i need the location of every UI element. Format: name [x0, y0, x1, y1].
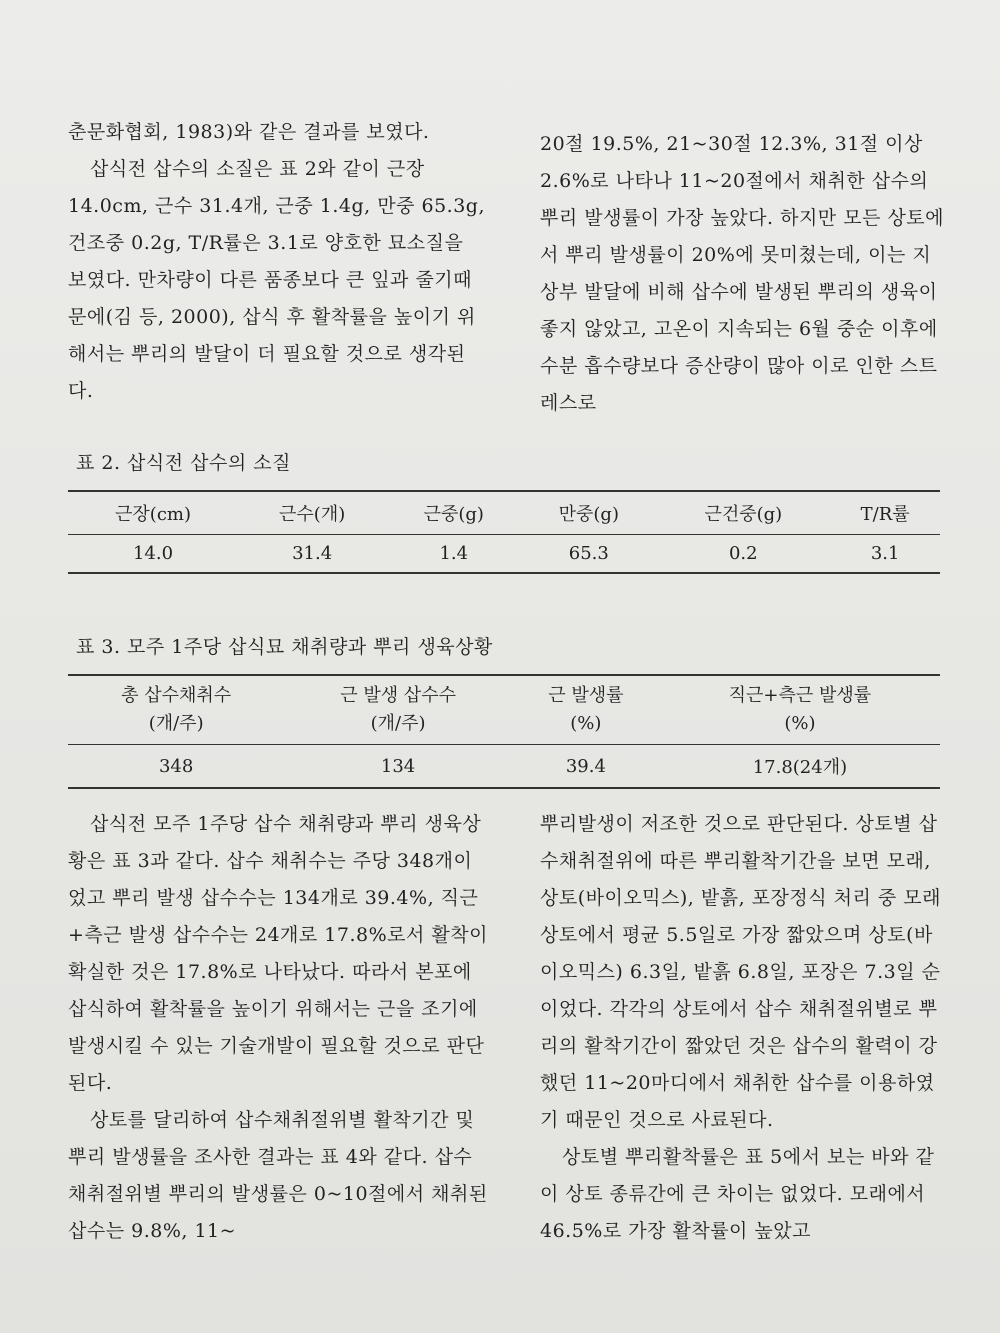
table-cell: 0.2: [728, 543, 758, 564]
paragraph: 춘문화협회, 1983)와 같은 결과를 보였다.: [68, 121, 430, 143]
paragraph: 뿌리발생이 저조한 것으로 판단된다. 상토별 삽수채취절위에 따른 뿌리활착기간을 보면 모래, 상토(바이오믹스), 밭흙, 포장정식 처리 중 모래 상토에서 평균 5.5일로 가장 짧았으며 상토(바이오믹스) 6.3일, 밭흙 6.8일, 포장은 7.3일 순이었다. 각각의 상토에서 삽수 채취절위별로 뿌리의 활착기간이 짧았던 것은 삽수의 활력이 강했던 11~20마디에서 채취한 삽수를 이용하였기 때문인 것으로 사료된다.: [540, 813, 941, 1131]
header-line: 총 삽수채취수: [121, 685, 232, 706]
header-unit: (%): [570, 713, 602, 734]
paragraph: 상토를 달리하여 삽수채취절위별 활착기간 및 뿌리 발생률을 조사한 결과는 표 4와 같다. 삽수 채취절위별 뿌리의 발생률은 0~10절에서 채취된 삽수는 9.8%, 11~: [68, 1109, 488, 1242]
header-unit: (개/주): [148, 713, 204, 734]
table-header-cell: 만중(g): [521, 491, 656, 535]
header-line: 근 발생률: [548, 685, 624, 706]
table-header-cell: 근수(개): [238, 491, 386, 535]
table3: [68, 674, 940, 789]
paragraph: 삽식전 삽수의 소질은 표 2와 같이 근장 14.0cm, 근수 31.4개, 근중 1.4g, 만중 65.3g, 건조중 0.2g, T/R률은 3.1로 양호한 묘소질을 보였다. 만차량이 다른 품종보다 큰 잎과 줄기때문에(김 등, 2000), 삽식 후 활착률을 높이기 위해서는 뿌리의 발달이 더 필요할 것으로 생각된다.: [68, 158, 485, 402]
table-row: [68, 745, 940, 789]
header-unit: (%): [784, 713, 816, 734]
table-cell: 14.0: [132, 543, 174, 564]
column-right-bottom: [540, 806, 948, 1250]
table-cell: 39.4: [565, 755, 606, 777]
column-right-top: [540, 126, 948, 422]
table-header-cell: [284, 675, 512, 745]
header-line: 직근+측근 발생률: [728, 685, 872, 706]
table2: [68, 490, 940, 574]
table-header-cell: T/R률: [830, 491, 940, 535]
table-header-cell: 근중(g): [386, 491, 521, 535]
paragraph: 상토별 뿌리활착률은 표 5에서 보는 바와 같이 상토 종류간에 큰 차이는 없었다. 모래에서 46.5%로 가장 활착률이 높았고: [540, 1146, 935, 1242]
column-left-top: [68, 114, 488, 410]
table-cell: 17.8(24개): [752, 757, 848, 778]
table-cell: 31.4: [292, 543, 333, 564]
header-line: 근 발생 삽수수: [340, 685, 456, 706]
header-unit: (개/주): [370, 713, 426, 734]
table2-caption: 표 2. 삽식전 삽수의 소질: [76, 452, 291, 474]
table-header-cell: [660, 675, 940, 745]
table-cell: 3.1: [870, 543, 900, 564]
table-header-cell: [512, 675, 660, 745]
table3-caption: 표 3. 모주 1주당 삽식묘 채취량과 뿌리 생육상황: [76, 636, 493, 658]
table-header-cell: 근장(cm): [68, 491, 238, 535]
table-header-row: [68, 491, 940, 535]
table-cell: 65.3: [568, 543, 609, 564]
table-header-cell: 근건중(g): [656, 491, 830, 535]
column-left-bottom: [68, 806, 488, 1250]
paragraph: 20절 19.5%, 21~30절 12.3%, 31절 이상 2.6%로 나타나 11~20절에서 채취한 삽수의 뿌리 발생률이 가장 높았다. 하지만 모든 상토에서 뿌리 발생률이 20%에 못미쳤는데, 이는 지상부 발달에 비해 삽수에 발생된 뿌리의 생육이 좋지 않았고, 고온이 지속되는 6월 중순 이후에 수분 흡수량보다 증산량이 많아 이로 인한 스트레스로: [540, 133, 945, 414]
table-row: [68, 535, 940, 574]
paragraph: 삽식전 모주 1주당 삽수 채취량과 뿌리 생육상황은 표 3과 같다. 삽수 채취수는 주당 348개이었고 뿌리 발생 삽수수는 134개로 39.4%, 직근+측근 발생 삽수수는 24개로 17.8%로서 활착이 확실한 것은 17.8%로 나타났다. 따라서 본포에 삽식하여 활착률을 높이기 위해서는 근을 조기에 발생시킬 수 있는 기술개발이 필요할 것으로 판단된다.: [68, 813, 488, 1094]
table-header-cell: [68, 675, 284, 745]
table-header-row: [68, 675, 940, 745]
table-cell: 348: [158, 755, 194, 777]
table-cell: 1.4: [439, 543, 469, 564]
table-cell: 134: [380, 755, 416, 777]
